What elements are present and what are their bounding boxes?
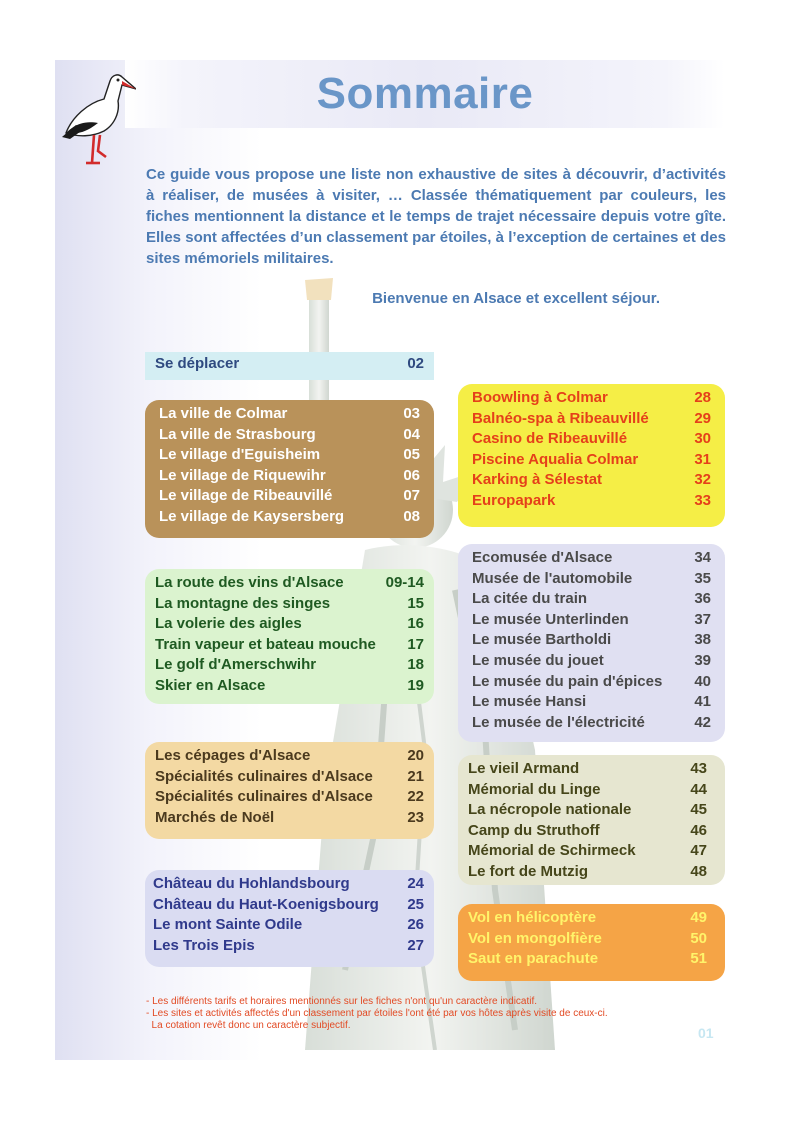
toc-entry-page: 43 xyxy=(690,760,707,777)
toc-entry-label: Mémorial du Linge xyxy=(468,780,601,798)
toc-entry[interactable] xyxy=(155,594,424,615)
toc-entry[interactable] xyxy=(153,895,424,916)
toc-entry-page: 33 xyxy=(694,491,711,509)
toc-entry-page: 04 xyxy=(403,425,420,443)
toc-entry[interactable] xyxy=(153,936,424,957)
toc-entry[interactable] xyxy=(472,388,711,409)
toc-entry-page: 07 xyxy=(403,487,420,505)
toc-entry[interactable] xyxy=(155,746,424,767)
section-chateaux xyxy=(145,870,434,967)
toc-entry[interactable] xyxy=(472,630,711,651)
toc-entry-page: 46 xyxy=(690,821,707,839)
toc-entry-page: 31 xyxy=(694,450,711,468)
toc-entry-page: 22 xyxy=(407,788,424,806)
toc-entry-label: La ville de Strasbourg xyxy=(159,425,316,443)
stork-icon xyxy=(58,65,136,167)
toc-entry[interactable] xyxy=(159,404,420,425)
toc-entry-label: Le golf d'Amerschwihr xyxy=(155,656,317,674)
toc-entry-page: 05 xyxy=(403,446,420,464)
toc-entry[interactable] xyxy=(159,466,420,487)
toc-entry[interactable] xyxy=(159,425,420,446)
toc-entry-label: Casino de Ribeauvillé xyxy=(472,430,628,448)
toc-entry[interactable] xyxy=(468,821,707,842)
toc-entry-label: Les Trois Epis xyxy=(153,936,255,954)
section-aerien xyxy=(458,904,725,981)
toc-entry-label: Le fort de Mutzig xyxy=(468,862,588,880)
toc-entry-label: Château du Haut-Koenigsbourg xyxy=(153,895,379,913)
toc-entry[interactable] xyxy=(472,713,711,734)
section-transport xyxy=(145,352,434,380)
toc-entry-label: Le vieil Armand xyxy=(468,760,580,777)
footnote: - Les sites et activités affectés d'un classement par étoiles l'ont été par vos hôtes après visite de ceux-ci. xyxy=(146,1008,608,1019)
welcome-message: Bienvenue en Alsace et excellent séjour. xyxy=(372,290,660,307)
intro-paragraph: Ce guide vous propose une liste non exhaustive de sites à découvrir, d’activités à réaliser, de musées à visiter, … Classée thématiquement par couleurs, les fiches mentionnent la distance et le temps de trajet nécessaire depuis votre gîte. Elles sont affectées d’un classement par étoiles, à l’exception de certaines et des sites mémoriels militaires. xyxy=(146,166,726,267)
toc-entry[interactable] xyxy=(159,507,420,528)
toc-entry-label: Boowling à Colmar xyxy=(472,389,608,406)
toc-entry-label: Château du Hohlandsbourg xyxy=(153,875,350,892)
toc-entry-label: La volerie des aigles xyxy=(155,615,302,633)
toc-entry-page: 38 xyxy=(694,631,711,649)
toc-entry[interactable] xyxy=(472,569,711,590)
toc-entry-page: 17 xyxy=(407,635,424,653)
toc-entry[interactable] xyxy=(472,409,711,430)
toc-entry-page: 20 xyxy=(407,747,424,764)
toc-entry[interactable] xyxy=(155,655,424,676)
toc-entry-label: Train vapeur et bateau mouche xyxy=(155,635,376,653)
toc-entry-label: Spécialités culinaires d'Alsace xyxy=(155,788,373,806)
toc-entry[interactable] xyxy=(155,573,424,594)
toc-entry-page: 47 xyxy=(690,842,707,860)
toc-entry-page: 50 xyxy=(690,929,707,947)
toc-entry-label: Le mont Sainte Odile xyxy=(153,916,303,934)
toc-entry-label: Piscine Aqualia Colmar xyxy=(472,450,639,468)
toc-entry[interactable] xyxy=(155,787,424,808)
toc-entry[interactable] xyxy=(468,929,707,950)
footnote: - Les différents tarifs et horaires mentionnés sur les fiches n'ont qu'un caractère indicatif. xyxy=(146,996,538,1007)
toc-entry-page: 19 xyxy=(407,676,424,694)
toc-entry-label: Vol en mongolfière xyxy=(468,929,602,947)
toc-entry-label: Le musée du jouet xyxy=(472,651,604,669)
toc-entry-label: Le village de Ribeauvillé xyxy=(159,487,333,505)
toc-entry[interactable] xyxy=(472,470,711,491)
toc-entry-page: 25 xyxy=(407,895,424,913)
toc-entry-page: 49 xyxy=(690,909,707,926)
toc-entry-label: Ecomusée d'Alsace xyxy=(472,549,613,566)
toc-entry-page: 36 xyxy=(694,590,711,608)
toc-entry-page: 45 xyxy=(690,801,707,819)
toc-entry-label: Karking à Sélestat xyxy=(472,471,603,489)
toc-entry[interactable] xyxy=(472,548,711,569)
toc-entry-label: La montagne des singes xyxy=(155,594,331,612)
toc-entry-page: 18 xyxy=(407,656,424,674)
toc-entry-label: Musée de l'automobile xyxy=(472,569,633,587)
toc-entry[interactable] xyxy=(468,759,707,780)
toc-entry-page: 35 xyxy=(694,569,711,587)
toc-entry-label: Les cépages d'Alsace xyxy=(155,747,311,764)
section-loisirs xyxy=(458,384,725,527)
toc-entry[interactable] xyxy=(153,874,424,895)
toc-entry-label: Mémorial de Schirmeck xyxy=(468,842,636,860)
toc-entry-label: Le musée Unterlinden xyxy=(472,610,629,628)
toc-entry-page: 24 xyxy=(407,875,424,892)
toc-entry-page: 48 xyxy=(690,862,707,880)
toc-entry-label: Spécialités culinaires d'Alsace xyxy=(155,767,373,785)
toc-entry-label: Le musée Hansi xyxy=(472,693,587,711)
section-gastronomie xyxy=(145,742,434,839)
toc-entry-page: 28 xyxy=(694,389,711,406)
toc-entry-label: Le village de Kaysersberg xyxy=(159,507,345,525)
toc-entry-page: 42 xyxy=(694,713,711,731)
toc-entry-label: Se déplacer xyxy=(155,355,240,372)
toc-entry[interactable] xyxy=(472,610,711,631)
toc-entry-page: 23 xyxy=(407,808,424,826)
toc-entry[interactable] xyxy=(155,635,424,656)
toc-entry-page: 32 xyxy=(694,471,711,489)
toc-entry-label: Balnéo-spa à Ribeauvillé xyxy=(472,409,649,427)
section-nature xyxy=(145,569,434,704)
toc-entry[interactable] xyxy=(472,672,711,693)
toc-entry-label: Camp du Struthoff xyxy=(468,821,600,839)
toc-entry-label: La nécropole nationale xyxy=(468,801,632,819)
section-musees xyxy=(458,544,725,742)
toc-entry-page: 27 xyxy=(407,936,424,954)
toc-entry-page: 40 xyxy=(694,672,711,690)
section-memoire xyxy=(458,755,725,885)
toc-entry-label: Le village de Riquewihr xyxy=(159,466,326,484)
section-villes xyxy=(145,400,434,538)
toc-entry-page: 09-14 xyxy=(385,574,424,591)
page-number: 01 xyxy=(698,1025,714,1041)
toc-entry[interactable] xyxy=(468,949,707,970)
toc-entry[interactable] xyxy=(468,862,707,883)
toc-entry-page: 29 xyxy=(694,409,711,427)
toc-entry-label: Skier en Alsace xyxy=(155,676,266,694)
toc-entry-label: Le musée de l'électricité xyxy=(472,713,645,731)
toc-entry-label: La citée du train xyxy=(472,590,588,608)
toc-entry[interactable] xyxy=(155,614,424,635)
toc-entry[interactable] xyxy=(472,491,711,512)
toc-entry-label: Le village d'Eguisheim xyxy=(159,446,321,464)
toc-entry[interactable] xyxy=(468,908,707,929)
toc-entry[interactable] xyxy=(155,808,424,829)
toc-entry-label: Le musée Bartholdi xyxy=(472,631,612,649)
toc-entry-page: 16 xyxy=(407,615,424,633)
toc-entry[interactable] xyxy=(472,429,711,450)
toc-entry-label: La ville de Colmar xyxy=(159,405,288,422)
toc-entry-page: 34 xyxy=(694,549,711,566)
toc-entry-label: Europapark xyxy=(472,491,556,509)
toc-entry[interactable] xyxy=(472,692,711,713)
toc-entry-page: 08 xyxy=(403,507,420,525)
toc-entry[interactable] xyxy=(468,780,707,801)
toc-entry-page: 30 xyxy=(694,430,711,448)
toc-entry-page: 02 xyxy=(407,355,424,372)
toc-entry[interactable] xyxy=(472,651,711,672)
toc-entry[interactable] xyxy=(159,445,420,466)
page-title: Sommaire xyxy=(316,69,534,118)
toc-entry-label: Marchés de Noël xyxy=(155,808,275,826)
toc-entry-label: Saut en parachute xyxy=(468,950,599,968)
toc-entry-page: 15 xyxy=(407,594,424,612)
toc-entry-label: Vol en hélicoptère xyxy=(468,909,597,926)
footnotes xyxy=(146,996,706,1032)
toc-entry[interactable] xyxy=(155,354,424,375)
toc-entry-page: 21 xyxy=(407,767,424,785)
toc-entry-page: 41 xyxy=(694,693,711,711)
toc-entry-page: 37 xyxy=(694,610,711,628)
toc-entry-page: 44 xyxy=(690,780,707,798)
toc-entry-page: 39 xyxy=(694,651,711,669)
toc-entry[interactable] xyxy=(468,841,707,862)
footnote: La cotation revêt donc un caractère subjectif. xyxy=(146,1020,351,1031)
toc-entry[interactable] xyxy=(155,676,424,697)
toc-entry[interactable] xyxy=(153,915,424,936)
toc-entry-page: 26 xyxy=(407,916,424,934)
toc-entry-page: 51 xyxy=(690,950,707,968)
toc-entry-page: 06 xyxy=(403,466,420,484)
toc-entry-page: 03 xyxy=(403,405,420,422)
toc-entry[interactable] xyxy=(472,589,711,610)
toc-entry[interactable] xyxy=(155,767,424,788)
toc-entry[interactable] xyxy=(468,800,707,821)
toc-entry[interactable] xyxy=(159,486,420,507)
toc-entry-label: Le musée du pain d'épices xyxy=(472,672,663,690)
toc-entry-label: La route des vins d'Alsace xyxy=(155,574,344,591)
toc-entry[interactable] xyxy=(472,450,711,471)
